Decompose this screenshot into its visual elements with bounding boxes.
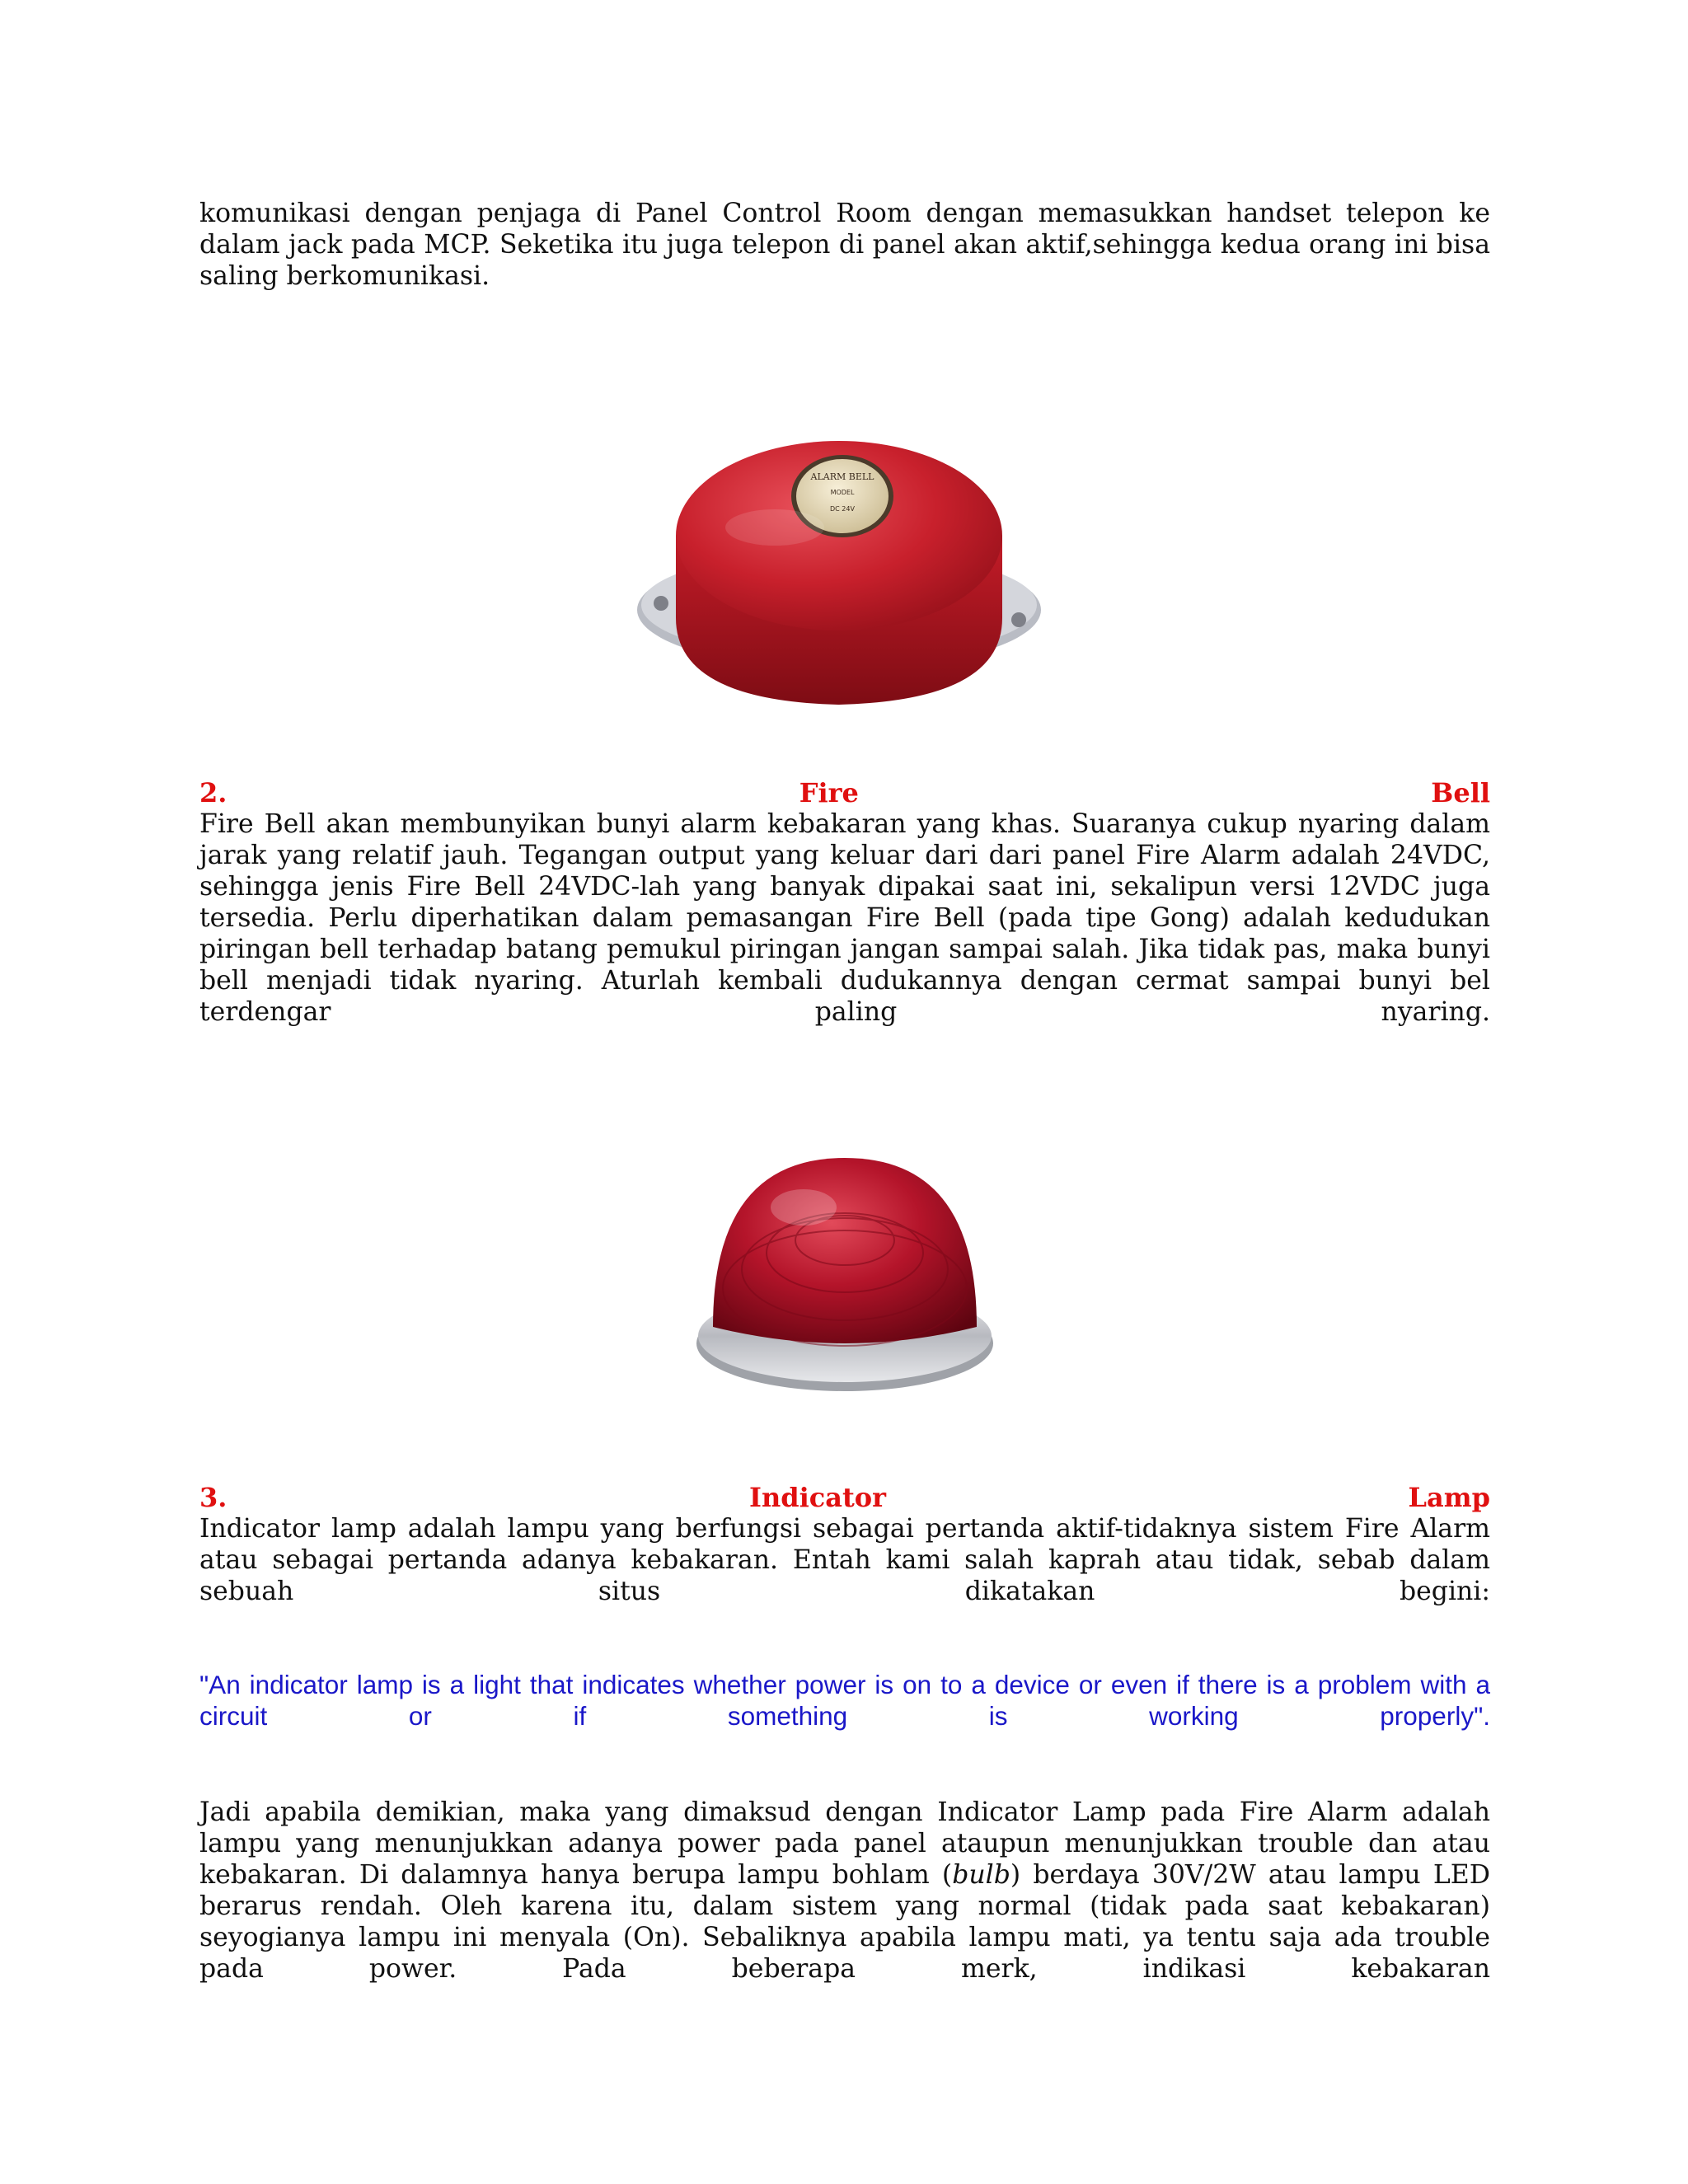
section-heading <box>199 777 1490 808</box>
section-indicator-lamp <box>199 1482 1490 1607</box>
section-number: 3. <box>199 1482 227 1513</box>
closing-text-part: Jadi apabila demikian, maka yang dimaksud dengan Indicator Lamp pada Fire Alarm adalah lampu yang menunjukkan adanya power pada panel ataupun menunjukkan trouble dan atau kebakaran. Di dalamnya hanya berupa lampu bohlam ( <box>199 1797 1490 1890</box>
fire-bell-image <box>626 429 1055 733</box>
indicator-lamp-icon <box>688 1141 1001 1405</box>
intro-block <box>199 198 1490 292</box>
section-fire-bell <box>199 777 1490 1028</box>
section-heading <box>199 1482 1490 1513</box>
quote-block <box>199 1669 1490 1732</box>
section-title-word: Lamp <box>1408 1482 1490 1513</box>
svg-text:MODEL: MODEL <box>830 489 855 496</box>
section-number: 2. <box>199 777 227 808</box>
closing-text-part: ) berdaya 30V/2W atau lampu LED berarus rendah. Oleh karena itu, dalam sistem yang normal (tidak pada saat kebakaran) seyogianya lampu ini menyala (On). Sebaliknya apabila lampu mati, ya tentu saja ada trouble pada power. Pada beberapa merk, indikasi kebakaran <box>199 1860 1490 1984</box>
section-title-word: Fire <box>799 777 859 808</box>
section-title-word: Indicator <box>748 1482 886 1513</box>
quote-text: "An indicator lamp is a light that indicates whether power is on to a device or even if there is a problem with a circuit or if something is working properly". <box>199 1670 1490 1731</box>
closing-paragraph <box>199 1797 1490 1985</box>
fire-bell-icon <box>626 429 1055 733</box>
svg-text:DC 24V: DC 24V <box>830 505 855 513</box>
indicator-lamp-paragraph: Indicator lamp adalah lampu yang berfungsi sebagai pertanda aktif-tidaknya sistem Fire Alarm atau sebagai pertanda adanya kebakaran. Entah kami salah kaprah atau tidak, sebab dalam sebuah situs dikatakan begini: <box>199 1514 1490 1606</box>
svg-text:ALARM BELL: ALARM BELL <box>810 471 874 482</box>
section-title-word: Bell <box>1431 777 1490 808</box>
fire-bell-paragraph: Fire Bell akan membunyikan bunyi alarm kebakaran yang khas. Suaranya cukup nyaring dalam jarak yang relatif jauh. Tegangan output yang keluar dari dari panel Fire Alarm adalah 24VDC, sehingga jenis Fire Bell 24VDC-lah yang banyak dipakai saat ini, sekalipun versi 12VDC juga tersedia. Perlu diperhatikan dalam pemasangan Fire Bell (pada tipe Gong) adalah kedudukan piringan bell terhadap batang pemukul piringan jangan sampai salah. Jika tidak pas, maka bunyi bell menjadi tidak nyaring. Aturlah kembali dudukannya dengan cermat sampai bunyi bel terdengar paling nyaring. <box>199 809 1490 1027</box>
indicator-lamp-image <box>688 1141 1001 1405</box>
closing-italic-term: bulb <box>952 1860 1010 1890</box>
closing-block <box>199 1797 1490 1985</box>
intro-paragraph: komunikasi dengan penjaga di Panel Control Room dengan memasukkan handset telepon ke dalam jack pada MCP. Seketika itu juga telepon di panel akan aktif,sehingga kedua orang ini bisa saling berkomunikasi. <box>199 199 1490 291</box>
